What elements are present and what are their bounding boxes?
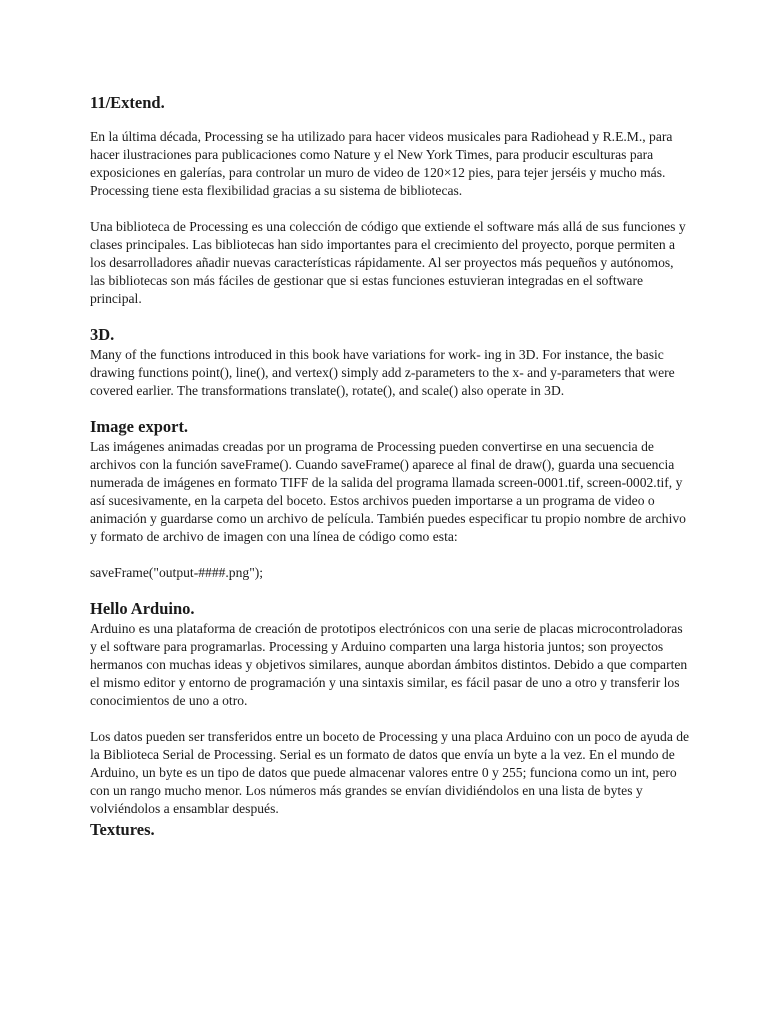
section-heading-textures: Textures.: [90, 820, 155, 839]
paragraph-image-export: Las imágenes animadas creadas por un programa de Processing pueden convertirse en una secuencia de archivos con la función saveFrame(). Cuando saveFrame() aparece al final de draw(), guarda una secuencia numerada de imágenes en formato TIFF de la salida del programa llamada screen-0001.tif, screen-0002.tif, y así sucesivamente, en la carpeta del boceto. Estos archivos pueden importarse a un programa de video o animación y guardarse como un archivo de película. También puedes especificar tu propio nombre de archivo y formato de archivo de imagen con una línea de código como esta:: [90, 439, 686, 544]
paragraph-extend-1: En la última década, Processing se ha utilizado para hacer videos musicales para Radiohead y R.E.M., para hacer ilustraciones para publicaciones como Nature y el New York Times, para producir esculturas para exposiciones en galerías, para controlar un muro de video de 120×12 pies, para tejer jerséis y mucho más. Processing tiene esta flexibilidad gracias a su sistema de bibliotecas.: [90, 129, 673, 198]
section-heading-3d: 3D.: [90, 325, 115, 344]
document-page: [90, 92, 690, 841]
code-line: saveFrame("output-####.png");: [90, 565, 264, 580]
paragraph-3d: Many of the functions introduced in this book have variations for work- ing in 3D. For instance, the basic drawing functions point(), line(), and vertex() simply add z-parameters to the x- and y-parameters that were covered earlier. The transformations translate(), rotate(), and scale() also operate in 3D.: [90, 347, 675, 398]
section-heading-image-export: Image export.: [90, 417, 189, 436]
paragraph-arduino-1: Arduino es una plataforma de creación de prototipos electrónicos con una serie de placas microcontroladoras y el software para programarlas. Processing y Arduino comparten una larga historia juntos; son proyectos hermanos con muchas ideas y objetivos similares, aunque abordan ámbitos distintos. Debido a que comparten el mismo editor y entorno de programación y una sintaxis similar, es fácil pasar de uno a otro y transferir los conocimientos de uno a otro.: [90, 621, 688, 708]
section-heading-extend: 11/Extend.: [90, 93, 165, 112]
paragraph-extend-2: Una biblioteca de Processing es una colección de código que extiende el software más allá de sus funciones y clases principales. Las bibliotecas han sido importantes para el crecimiento del proyecto, porque permiten a los desarrolladores añadir nuevas características rápidamente. Al ser proyectos más pequeños y autónomos, las bibliotecas son más fáciles de gestionar que si estas funciones estuvieran integradas en el software principal.: [90, 219, 686, 306]
paragraph-arduino-2: Los datos pueden ser transferidos entre un boceto de Processing y una placa Arduino con un poco de ayuda de la Biblioteca Serial de Processing. Serial es un formato de datos que envía un byte a la vez. En el mundo de Arduino, un byte es un tipo de datos que puede almacenar valores entre 0 y 255; funciona como un int, pero con un rango mucho menor. Los números más grandes se envían dividiéndolos en una lista de bytes y volviéndolos a ensamblar después.: [90, 729, 690, 816]
section-heading-hello-arduino: Hello Arduino.: [90, 599, 195, 618]
